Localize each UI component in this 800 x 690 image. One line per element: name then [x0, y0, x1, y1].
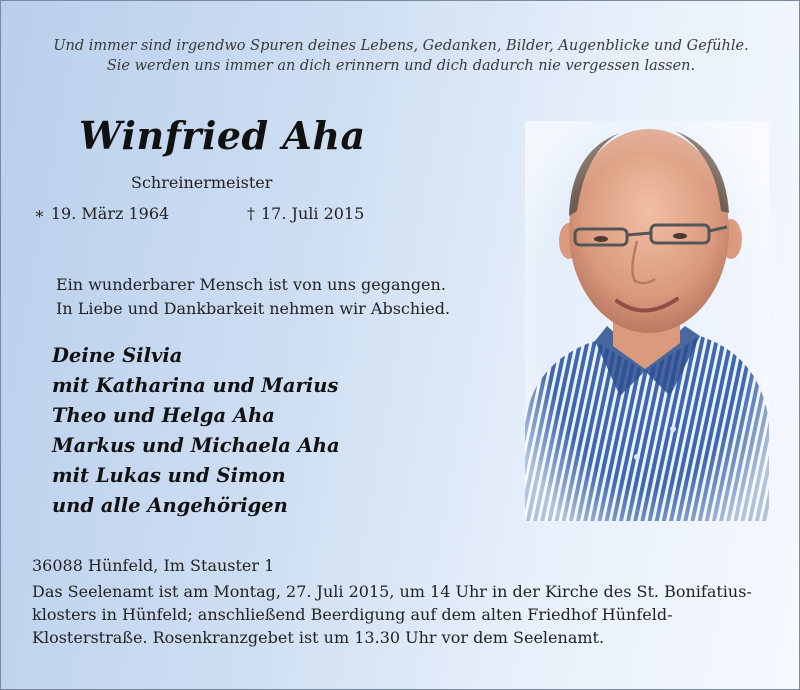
death-cross-icon: † — [247, 204, 255, 223]
poem — [31, 36, 771, 76]
family-signatures — [52, 341, 340, 521]
death-date: 17. Juli 2015 — [261, 204, 365, 223]
family-line: Deine Silvia — [52, 344, 183, 367]
family-line: und alle Angehörigen — [52, 494, 288, 517]
family-line: mit Lukas und Simon — [52, 464, 286, 487]
funeral-line-1: Das Seelenamt ist am Montag, 27. Juli 2015, um 14 Uhr in der Kirche des St. Bonifatius- — [32, 582, 752, 601]
farewell-message — [56, 273, 450, 321]
birth-star-icon: ∗ — [34, 204, 45, 223]
poem-line-2: Sie werden uns immer an dich erinnern und dich dadurch nie vergessen lassen. — [106, 58, 696, 74]
birth-date: 19. März 1964 — [50, 204, 170, 223]
family-line: mit Katharina und Marius — [52, 374, 339, 397]
family-line: Markus und Michaela Aha — [52, 434, 340, 457]
family-line: Theo und Helga Aha — [52, 404, 275, 427]
birth-date-line — [34, 204, 169, 223]
message-line-1: Ein wunderbarer Mensch ist von uns gegangen. — [56, 275, 446, 294]
funeral-line-3: Klosterstraße. Rosenkranzgebet ist um 13.30 Uhr vor dem Seelenamt. — [32, 628, 605, 647]
portrait-photo — [525, 121, 769, 521]
poem-line-1: Und immer sind irgendwo Spuren deines Lebens, Gedanken, Bilder, Augenblicke und Gefühle. — [53, 38, 749, 54]
death-date-line — [247, 204, 364, 223]
funeral-info — [32, 580, 771, 649]
funeral-line-2: klosters in Hünfeld; anschließend Beerdigung auf dem alten Friedhof Hünfeld- — [32, 605, 673, 624]
address: 36088 Hünfeld, Im Stauster 1 — [32, 556, 275, 575]
occupation: Schreinermeister — [131, 173, 273, 192]
message-line-2: In Liebe und Dankbarkeit nehmen wir Abschied. — [56, 299, 451, 318]
deceased-name: Winfried Aha — [79, 113, 366, 158]
